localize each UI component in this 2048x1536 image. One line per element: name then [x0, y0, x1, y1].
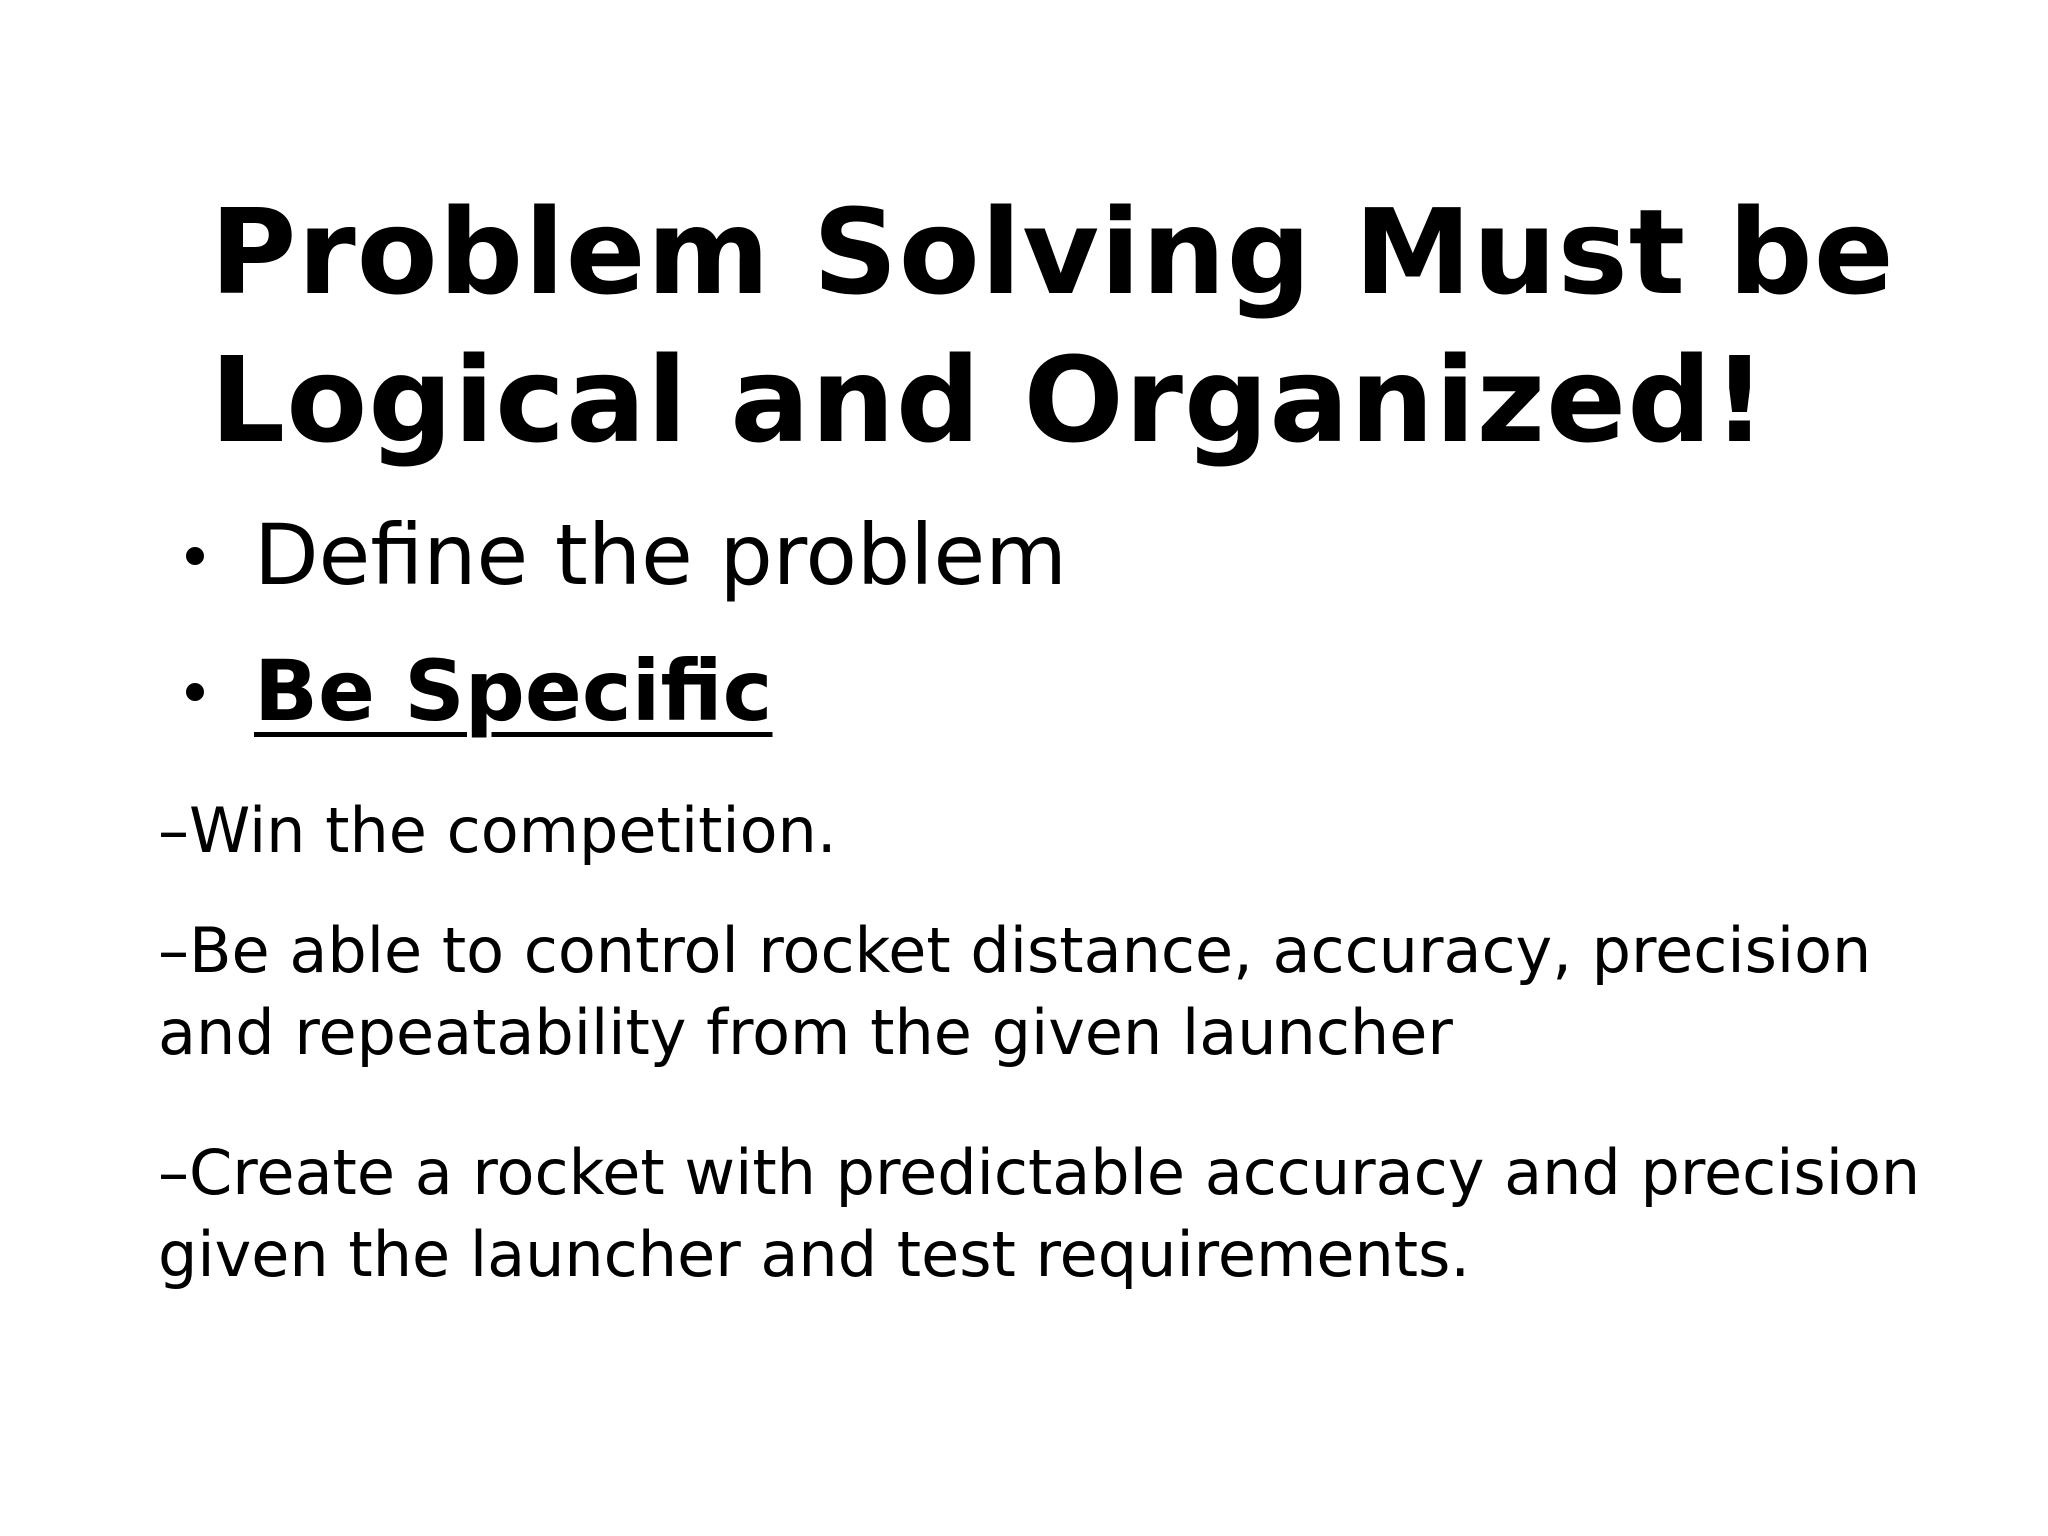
subpoint-control-rocket [158, 910, 1871, 1074]
subpoint-create-rocket [158, 1132, 1920, 1296]
bullet-item-be-specific [180, 641, 1067, 777]
subpoint-line: –Create a rocket with predictable accuracy and precision [158, 1136, 1921, 1209]
subpoint-line: –Be able to control rocket distance, accuracy, precision [158, 914, 1872, 987]
bullet-dot-icon [186, 683, 204, 701]
subpoint-line: and repeatability from the given launcher [158, 996, 1453, 1069]
slide-title-line: Logical and Organized! [210, 331, 1768, 469]
slide-title [210, 178, 1910, 474]
bullet-item-define-problem [180, 505, 1067, 641]
bullet-text: Define the problem [254, 506, 1068, 604]
bullet-text-emphasis: Be Specific [254, 642, 773, 740]
subpoint-line: given the launcher and test requirements. [158, 1218, 1471, 1291]
bullet-dot-icon [186, 547, 204, 565]
subpoint-line: –Win the competition. [158, 794, 837, 867]
bullet-list [180, 505, 1067, 777]
slide-title-line: Problem Solving Must be [210, 183, 1895, 321]
subpoint-win-competition [158, 790, 837, 872]
